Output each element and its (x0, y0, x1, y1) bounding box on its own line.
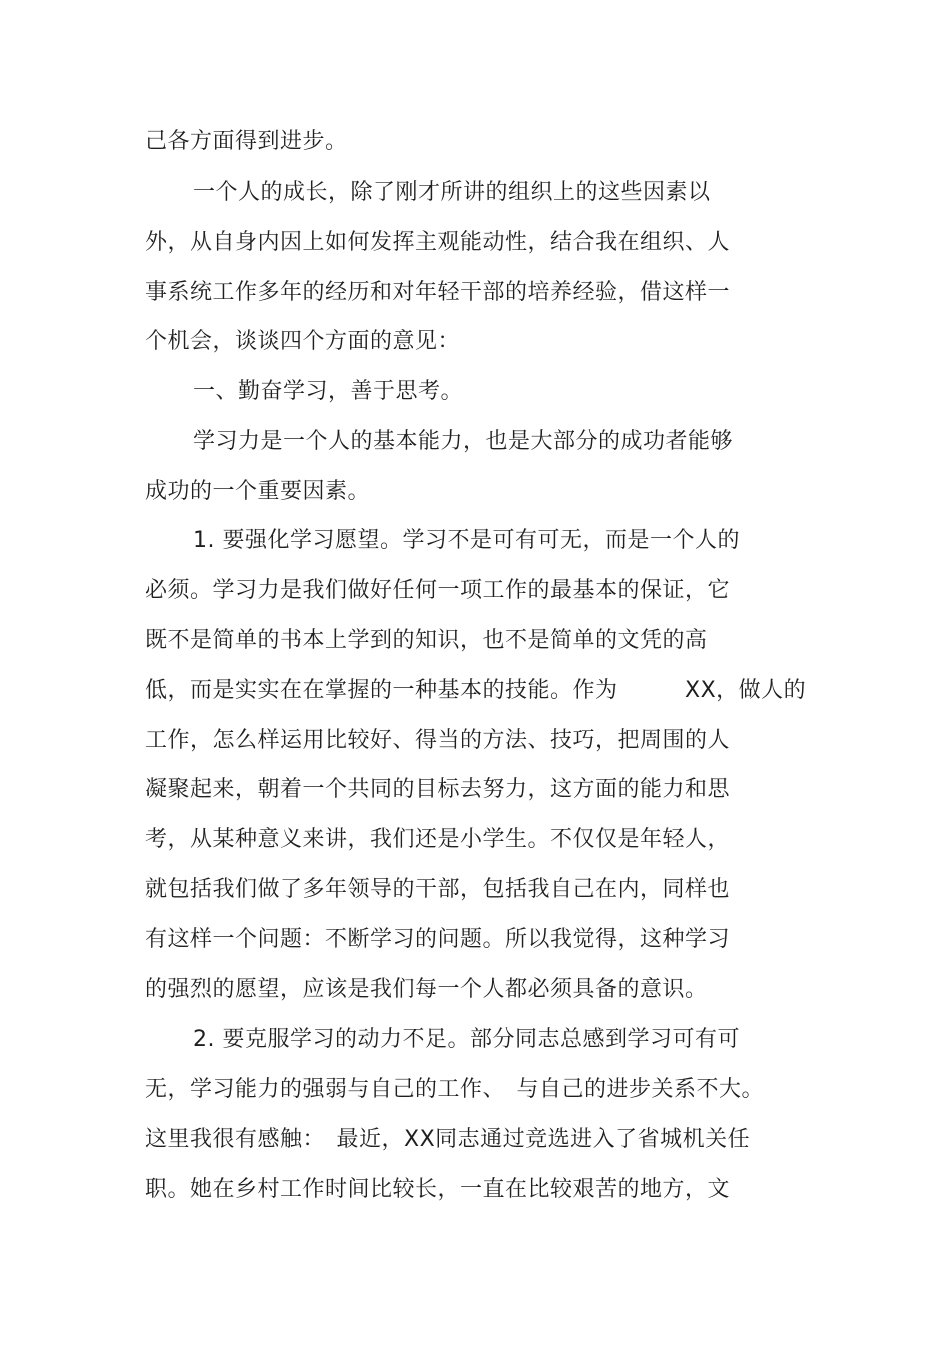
paragraph-line: 考，从某种意义来讲，我们还是小学生。不仅仅是年轻人， (145, 827, 731, 852)
paragraph-line: 1. 要强化学习愿望。学习不是可有可无，而是一个人的 (193, 528, 740, 553)
paragraph-line: 必须。学习力是我们做好任何一项工作的最基本的保证，它 (145, 578, 731, 603)
paragraph-line: 学习力是一个人的基本能力，也是大部分的成功者能够 (193, 429, 734, 454)
paragraph-line: 有这样一个问题：不断学习的问题。所以我觉得，这种学习 (145, 927, 731, 952)
paragraph-line: 职。她在乡村工作时间比较长，一直在比较艰苦的地方，文 (145, 1177, 731, 1202)
paragraph-line: 工作，怎么样运用比较好、得当的方法、技巧，把周围的人 (145, 728, 731, 753)
paragraph-line: 凝聚起来，朝着一个共同的目标去努力，这方面的能力和思 (145, 777, 731, 802)
paragraph-line: 无，学习能力的强弱与自己的工作、 与自己的进步关系不大。 (145, 1077, 765, 1102)
paragraph-line: 既不是简单的书本上学到的知识，也不是简单的文凭的高 (145, 628, 708, 653)
paragraph-line: 成功的一个重要因素。 (145, 479, 371, 504)
paragraph-line: 低，而是实实在在掌握的一种基本的技能。作为 XX，做人的 (145, 678, 807, 703)
paragraph-line: 这里我很有感触： 最近，XX同志通过竞选进入了省城机关任 (145, 1127, 751, 1152)
paragraph-line: 事系统工作多年的经历和对年轻干部的培养经验，借这样一 (145, 280, 731, 305)
paragraph-line: 的强烈的愿望，应该是我们每一个人都必须具备的意识。 (145, 977, 708, 1002)
paragraph-line: 一个人的成长，除了刚才所讲的组织上的这些因素以 (193, 180, 711, 205)
paragraph-line: 外，从自身内因上如何发挥主观能动性，结合我在组织、人 (145, 230, 731, 255)
paragraph-line: 2. 要克服学习的动力不足。部分同志总感到学习可有可 (193, 1027, 740, 1052)
paragraph-line: 就包括我们做了多年领导的干部，包括我自己在内，同样也 (145, 877, 731, 902)
paragraph-line: 己各方面得到进步。 (145, 129, 348, 154)
paragraph-line: 个机会，谈谈四个方面的意见： (145, 329, 461, 354)
section-heading: 一、勤奋学习，善于思考。 (193, 379, 464, 404)
